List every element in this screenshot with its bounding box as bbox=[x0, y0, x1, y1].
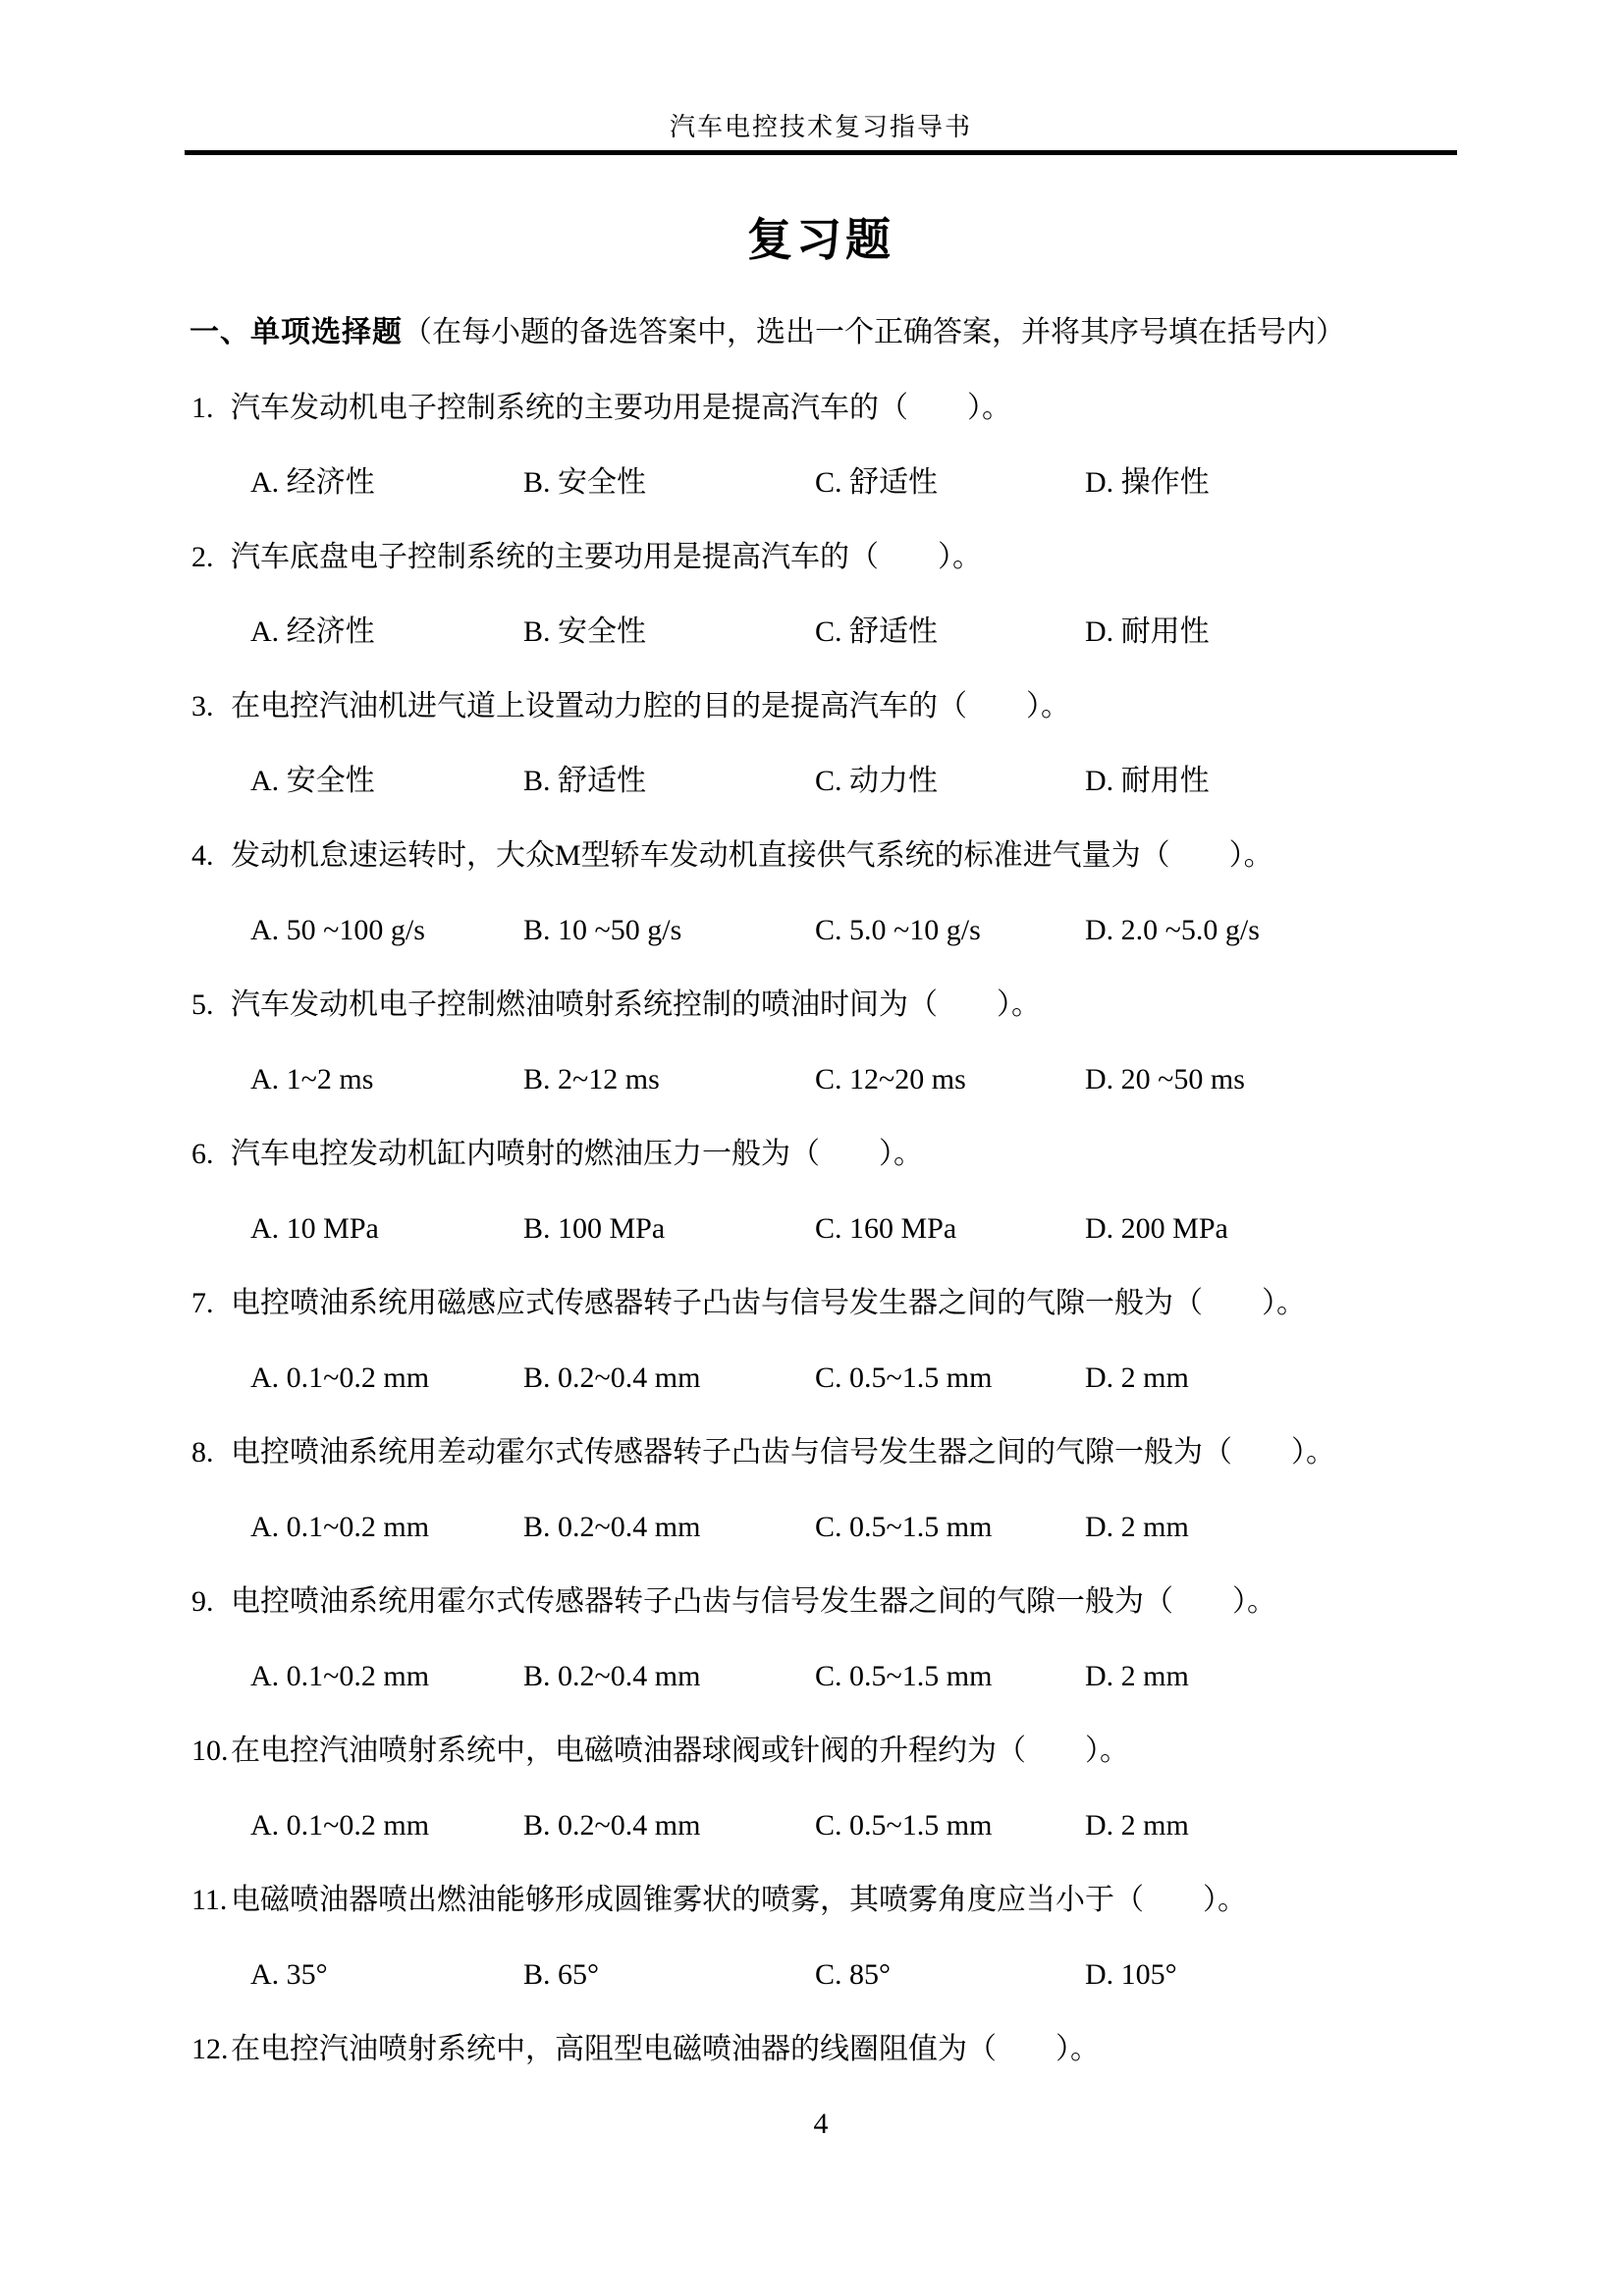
question-text: 汽车发动机电子控制燃油喷射系统控制的喷油时间为（ ）。 bbox=[231, 988, 1041, 1021]
question-block bbox=[0, 840, 1624, 946]
question-text: 在电控汽油喷射系统中，高阻型电磁喷油器的线圈阻值为（ ）。 bbox=[231, 2033, 1100, 2065]
question-block bbox=[0, 542, 1624, 648]
option-a: A. 1~2 ms bbox=[250, 1063, 374, 1095]
option-b: B. 65° bbox=[523, 1958, 600, 1991]
option-b: B. 0.2~0.4 mm bbox=[523, 1511, 701, 1543]
option-row bbox=[250, 1512, 1624, 1543]
question-block bbox=[0, 1139, 1624, 1245]
section-instruction: （在每小题的备选答案中，选出一个正确答案，并将其序号填在括号内） bbox=[403, 316, 1345, 348]
option-row bbox=[250, 1959, 1624, 1991]
section-heading bbox=[189, 316, 1624, 349]
question-text: 电控喷油系统用磁感应式传感器转子凸齿与信号发生器之间的气隙一般为（ ）。 bbox=[231, 1287, 1306, 1319]
question-text: 汽车发动机电子控制系统的主要功用是提高汽车的（ ）。 bbox=[231, 392, 1011, 424]
question-number: 9. bbox=[191, 1585, 214, 1618]
option-c: C. 12~20 ms bbox=[815, 1063, 966, 1095]
option-c: C. 0.5~1.5 mm bbox=[815, 1511, 993, 1543]
option-a: A. 10 MPa bbox=[250, 1212, 379, 1245]
option-a: A. 0.1~0.2 mm bbox=[250, 1809, 430, 1842]
option-a: A. 经济性 bbox=[250, 615, 375, 648]
option-b: B. 2~12 ms bbox=[523, 1063, 660, 1095]
option-d: D. 2 mm bbox=[1085, 1511, 1189, 1543]
question-text: 汽车电控发动机缸内喷射的燃油压力一般为（ ）。 bbox=[231, 1138, 923, 1170]
question-number: 5. bbox=[191, 988, 214, 1021]
question-line bbox=[191, 840, 1624, 872]
option-a: A. 0.1~0.2 mm bbox=[250, 1362, 430, 1394]
question-text: 电控喷油系统用霍尔式传感器转子凸齿与信号发生器之间的气隙一般为（ ）。 bbox=[231, 1585, 1276, 1618]
option-d: D. 2 mm bbox=[1085, 1362, 1189, 1394]
question-block bbox=[0, 1885, 1624, 1991]
option-row bbox=[250, 616, 1624, 648]
question-line bbox=[191, 1735, 1624, 1767]
question-line bbox=[191, 1139, 1624, 1170]
question-block bbox=[0, 393, 1624, 499]
question-block bbox=[0, 691, 1624, 797]
option-row bbox=[250, 766, 1624, 797]
option-c: C. 160 MPa bbox=[815, 1212, 957, 1245]
questions bbox=[0, 393, 1624, 2065]
option-a: A. 经济性 bbox=[250, 466, 375, 499]
question-text: 在电控汽油机进气道上设置动力腔的目的是提高汽车的（ ）。 bbox=[231, 690, 1070, 722]
question-line bbox=[191, 1586, 1624, 1618]
option-d: D. 耐用性 bbox=[1085, 765, 1210, 797]
question-number: 2. bbox=[191, 541, 214, 573]
option-b: B. 安全性 bbox=[523, 466, 647, 499]
option-c: C. 0.5~1.5 mm bbox=[815, 1660, 993, 1692]
question-number: 12. bbox=[191, 2033, 229, 2065]
option-row bbox=[250, 467, 1624, 499]
option-a: A. 0.1~0.2 mm bbox=[250, 1511, 430, 1543]
question-number: 7. bbox=[191, 1287, 214, 1319]
option-row bbox=[250, 1064, 1624, 1095]
question-block bbox=[0, 989, 1624, 1095]
option-d: D. 20 ~50 ms bbox=[1085, 1063, 1245, 1095]
question-number: 11. bbox=[191, 1884, 228, 1916]
header-rule bbox=[185, 150, 1457, 155]
option-row bbox=[250, 1362, 1624, 1394]
question-text: 电磁喷油器喷出燃油能够形成圆锥雾状的喷雾，其喷雾角度应当小于（ ）。 bbox=[231, 1884, 1247, 1916]
option-c: C. 动力性 bbox=[815, 765, 939, 797]
option-c: C. 5.0 ~10 g/s bbox=[815, 914, 981, 946]
option-c: C. 舒适性 bbox=[815, 466, 939, 499]
question-number: 10. bbox=[191, 1735, 229, 1767]
option-b: B. 安全性 bbox=[523, 615, 647, 648]
question-line bbox=[191, 1437, 1624, 1468]
question-text: 在电控汽油喷射系统中，电磁喷油器球阀或针阀的升程约为（ ）。 bbox=[231, 1735, 1129, 1767]
option-c: C. 0.5~1.5 mm bbox=[815, 1362, 993, 1394]
question-number: 1. bbox=[191, 392, 214, 424]
option-b: B. 舒适性 bbox=[523, 765, 647, 797]
question-line bbox=[191, 542, 1624, 573]
running-header-title: 汽车电控技术复习指导书 bbox=[669, 113, 972, 141]
section-label: 一、单项选择题 bbox=[189, 316, 403, 348]
option-a: A. 0.1~0.2 mm bbox=[250, 1660, 430, 1692]
page-number: 4 bbox=[813, 2108, 829, 2140]
question-text: 电控喷油系统用差动霍尔式传感器转子凸齿与信号发生器之间的气隙一般为（ ）。 bbox=[231, 1436, 1335, 1468]
option-d: D. 操作性 bbox=[1085, 466, 1210, 499]
option-a: A. 50 ~100 g/s bbox=[250, 914, 425, 946]
question-block bbox=[0, 1288, 1624, 1394]
question-number: 4. bbox=[191, 839, 214, 872]
option-b: B. 0.2~0.4 mm bbox=[523, 1660, 701, 1692]
option-d: D. 2 mm bbox=[1085, 1809, 1189, 1842]
question-line bbox=[191, 1885, 1624, 1916]
question-line bbox=[191, 2034, 1624, 2065]
option-c: C. 85° bbox=[815, 1958, 892, 1991]
option-row bbox=[250, 1213, 1624, 1245]
question-block bbox=[0, 1437, 1624, 1543]
question-line bbox=[191, 393, 1624, 424]
question-number: 3. bbox=[191, 690, 214, 722]
option-d: D. 2 mm bbox=[1085, 1660, 1189, 1692]
question-block bbox=[0, 1735, 1624, 1842]
option-b: B. 0.2~0.4 mm bbox=[523, 1362, 701, 1394]
option-b: B. 100 MPa bbox=[523, 1212, 666, 1245]
question-block bbox=[0, 1586, 1624, 1692]
question-block bbox=[0, 2034, 1624, 2065]
option-d: D. 2.0 ~5.0 g/s bbox=[1085, 914, 1260, 946]
option-d: D. 105° bbox=[1085, 1958, 1177, 1991]
question-number: 6. bbox=[191, 1138, 214, 1170]
question-line bbox=[191, 989, 1624, 1021]
option-row bbox=[250, 1661, 1624, 1692]
option-d: D. 耐用性 bbox=[1085, 615, 1210, 648]
option-row bbox=[250, 1810, 1624, 1842]
page-title: 复习题 bbox=[747, 215, 894, 265]
option-a: A. 安全性 bbox=[250, 765, 375, 797]
option-c: C. 0.5~1.5 mm bbox=[815, 1809, 993, 1842]
option-c: C. 舒适性 bbox=[815, 615, 939, 648]
question-text: 发动机怠速运转时，大众M型轿车发动机直接供气系统的标准进气量为（ ）。 bbox=[231, 839, 1273, 872]
option-d: D. 200 MPa bbox=[1085, 1212, 1228, 1245]
question-line bbox=[191, 1288, 1624, 1319]
question-line bbox=[191, 691, 1624, 722]
question-number: 8. bbox=[191, 1436, 214, 1468]
option-b: B. 0.2~0.4 mm bbox=[523, 1809, 701, 1842]
option-row bbox=[250, 915, 1624, 946]
question-text: 汽车底盘电子控制系统的主要功用是提高汽车的（ ）。 bbox=[231, 541, 982, 573]
option-a: A. 35° bbox=[250, 1958, 328, 1991]
option-b: B. 10 ~50 g/s bbox=[523, 914, 682, 946]
